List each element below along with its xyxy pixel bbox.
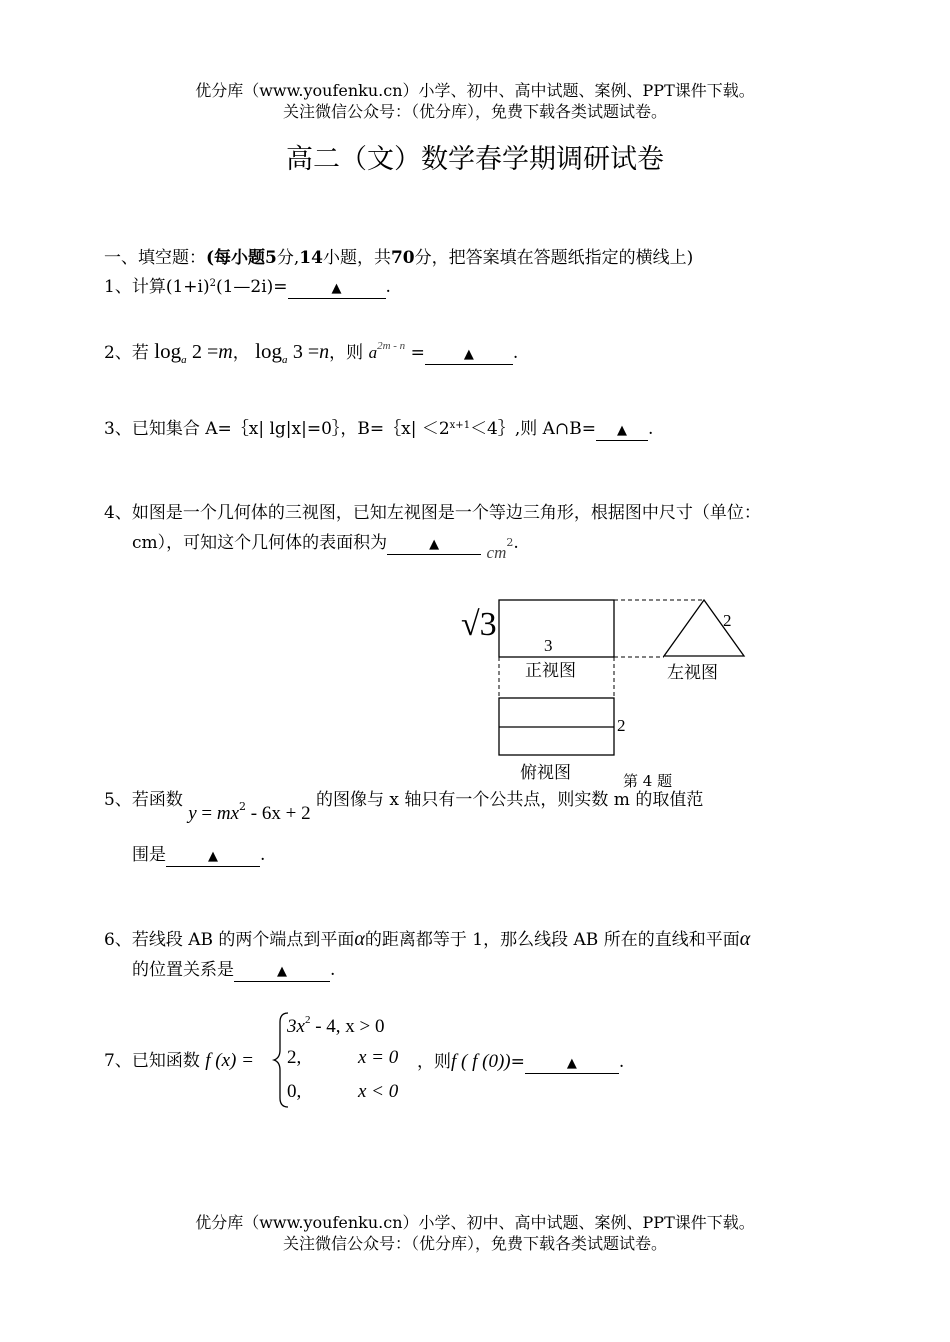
- front-view-rect: [499, 600, 614, 657]
- question-3: 3、已知集合 A=｛x| lg|x|=0｝，B=｛x| $<2^{x+1}<4\}$,则 A∩B= ▲ .: [104, 419, 654, 439]
- answer-blank-q1[interactable]: [288, 278, 386, 299]
- triangle-icon: ▲: [277, 964, 287, 979]
- answer-blank-q3[interactable]: [596, 420, 648, 441]
- question-1: 1、计算$(1+i)^2(1—2i)=$ ▲ .: [104, 277, 391, 297]
- figure-side-label: 左视图: [667, 663, 718, 683]
- footer-line-1: 优分库（www.youfenku.cn）小学、初中、高中试题、案例、PPT课件下载。: [195, 1213, 755, 1232]
- answer-blank-q4[interactable]: [387, 534, 481, 555]
- triangle-icon: ▲: [429, 537, 440, 552]
- triangle-icon: ▲: [208, 849, 218, 864]
- triangle-icon: ▲: [463, 347, 474, 362]
- piecewise-case-3: 0,: [287, 1081, 302, 1102]
- figure-caption: 第 4 题: [623, 772, 673, 790]
- figure-front-width: 3: [544, 636, 553, 655]
- question-5-line-1: 5、若函数 $y = mx^2 - 6x + 2$ 的图像与 x 轴只有一个公共点，则实数 m 的取值范: [104, 790, 704, 824]
- figure-side-edge: 2: [723, 611, 732, 630]
- piecewise-case-3-cond: x < 0: [358, 1081, 399, 1102]
- section-heading: 一、填空题：(每小题5分,14小题，共70分，把答案填在答题纸指定的横线上): [104, 248, 694, 268]
- figure-top-height: 2: [617, 716, 626, 735]
- answer-blank-q6[interactable]: [234, 961, 330, 982]
- piecewise-case-2: 2,: [287, 1047, 302, 1068]
- question-4-line-1: 4、如图是一个几何体的三视图，已知左视图是一个等边三角形，根据图中尺寸（单位：: [104, 503, 761, 523]
- piecewise-case-1: $3x^2 - 4$, x > 0: [287, 1014, 385, 1037]
- triangle-icon: ▲: [331, 281, 342, 296]
- figure-top-label: 俯视图: [520, 763, 571, 783]
- question-7-tail: ，则f ( f (0))= ▲ .: [417, 1051, 625, 1072]
- top-view-rect: [499, 698, 614, 755]
- figure-front-label: 正视图: [525, 661, 576, 681]
- triangle-icon: ▲: [616, 423, 627, 438]
- q5-formula: $y = mx^2 - 6x + 2$: [188, 800, 311, 824]
- answer-blank-q2[interactable]: [425, 344, 513, 365]
- question-6-line-2: 的位置关系是 ▲ .: [132, 960, 336, 980]
- footer-line-2: 关注微信公众号：（优分库），免费下载各类试题试卷。: [282, 1234, 667, 1253]
- triangle-icon: ▲: [566, 1056, 577, 1071]
- question-6-line-1: 6、若线段 AB 的两个端点到平面α的距离都等于 1，那么线段 AB 所在的直线和平面α: [104, 928, 751, 950]
- figure-sqrt3-label: √3: [461, 606, 497, 643]
- answer-blank-q7[interactable]: [525, 1053, 619, 1074]
- piecewise-case-2-cond: x = 0: [358, 1047, 399, 1068]
- header-line-2: 关注微信公众号：（优分库），免费下载各类试题试卷。: [282, 102, 667, 121]
- question-2: 2、若 $\log_a 2 =m$， $\log_a 3 =n$，则 $a^{2m - n}$ = ▲ .: [104, 339, 519, 366]
- page-title: 高二（文）数学春学期调研试卷: [286, 144, 664, 175]
- question-4-line-2: cm），可知这个几何体的表面积为 ▲ cm2.: [132, 533, 519, 562]
- question-7-intro: 7、已知函数 f (x) =: [104, 1050, 254, 1071]
- header-line-1: 优分库（www.youfenku.cn）小学、初中、高中试题、案例、PPT课件下载。: [195, 81, 755, 100]
- question-5-line-2: 围是 ▲ .: [132, 845, 266, 865]
- answer-blank-q5[interactable]: [166, 846, 260, 867]
- side-view-triangle: [664, 600, 744, 656]
